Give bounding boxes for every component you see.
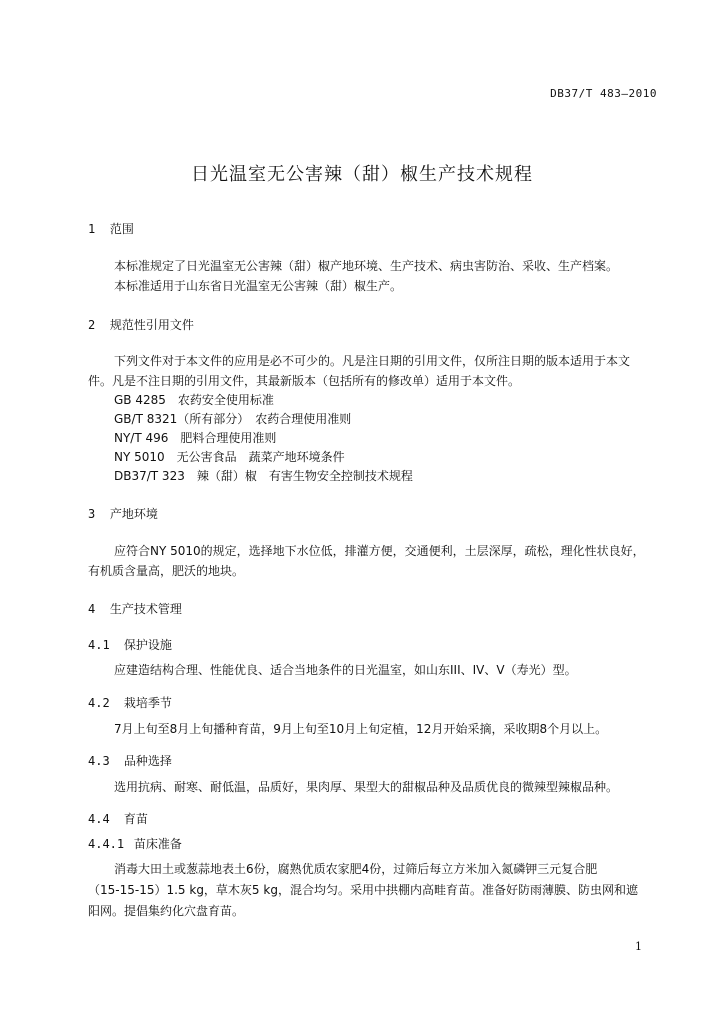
paragraph-line: 本标准规定了日光温室无公害辣（甜）椒产地环境、生产技术、病虫害防治、采收、生产档案。: [114, 259, 619, 273]
paragraph-line: 7月上旬至8月上旬播种育苗，9月上旬至10月上旬定植，12月开始采摘，采收期8个月以上。: [114, 722, 608, 736]
reference-item: GB/T 8321（所有部分） 农药合理使用准则: [114, 412, 352, 426]
subsection-heading-4-4-1: [88, 835, 182, 852]
section-title: 保护设施: [123, 638, 172, 652]
standard-code: DB37/T 483—2010: [550, 87, 657, 100]
section-number: 4.2: [88, 696, 110, 710]
subsection-heading-4-4: [88, 810, 148, 827]
section-title: 品种选择: [123, 754, 172, 768]
section-number: 1: [88, 222, 96, 236]
reference-item: NY 5010 无公害食品 蔬菜产地环境条件: [114, 450, 345, 464]
section-heading-3: [88, 505, 158, 522]
section-title: 范围: [109, 222, 134, 236]
section-number: 2: [88, 318, 96, 332]
section-title: 育苗: [123, 812, 148, 826]
paragraph-line: 有机质含量高，肥沃的地块。: [88, 564, 245, 578]
paragraph-line: （15-15-15）1.5 kg，草木灰5 kg，混合均匀。采用中拱棚内高畦育苗。准备好防雨薄膜、防虫网和遮: [88, 883, 638, 897]
section-heading-2: [88, 316, 194, 333]
section-heading-4: [88, 600, 182, 617]
paragraph-line: 应符合NY 5010的规定，选择地下水位低，排灌方便，交通便利，土层深厚，疏松，理化性状良好，: [114, 544, 645, 558]
subsection-heading-4-3: [88, 752, 172, 769]
section-number: 4.1: [88, 638, 110, 652]
paragraph-line: 阳网。提倡集约化穴盘育苗。: [88, 904, 245, 918]
section-title: 规范性引用文件: [109, 318, 194, 332]
section-title: 栽培季节: [123, 696, 172, 710]
reference-item: DB37/T 323 辣（甜）椒 有害生物安全控制技术规程: [114, 469, 413, 483]
section-title: 苗床准备: [133, 837, 182, 851]
section-heading-1: [88, 220, 134, 237]
paragraph-line: 件。凡是不注日期的引用文件，其最新版本（包括所有的修改单）适用于本文件。: [88, 374, 521, 388]
section-number: 4.4.1: [88, 837, 125, 851]
section-number: 4.4: [88, 812, 110, 826]
section-title: 产地环境: [109, 507, 158, 521]
reference-item: NY/T 496 肥料合理使用准则: [114, 431, 277, 445]
paragraph-line: 本标准适用于山东省日光温室无公害辣（甜）椒生产。: [114, 279, 403, 293]
page-number: 1: [635, 940, 642, 953]
reference-item: GB 4285 农药安全使用标准: [114, 393, 274, 407]
paragraph-line: 应建造结构合理、性能优良、适合当地条件的日光温室，如山东III、IV、V（寿光）型。: [114, 663, 577, 677]
section-number: 4: [88, 602, 96, 616]
section-number: 4.3: [88, 754, 110, 768]
paragraph-line: 选用抗病、耐寒、耐低温，品质好，果肉厚、果型大的甜椒品种及品质优良的微辣型辣椒品种。: [114, 780, 619, 794]
paragraph-line: 消毒大田土或葱蒜地表土6份，腐熟优质农家肥4份，过筛后每立方米加入氮磷钾三元复合肥: [114, 862, 598, 876]
paragraph-line: 下列文件对于本文件的应用是必不可少的。凡是注日期的引用文件，仅所注日期的版本适用于本文: [114, 354, 631, 368]
section-title: 生产技术管理: [109, 602, 182, 616]
document-title: 日光温室无公害辣（甜）椒生产技术规程: [191, 164, 533, 185]
subsection-heading-4-2: [88, 694, 172, 711]
subsection-heading-4-1: [88, 636, 172, 653]
section-number: 3: [88, 507, 96, 521]
